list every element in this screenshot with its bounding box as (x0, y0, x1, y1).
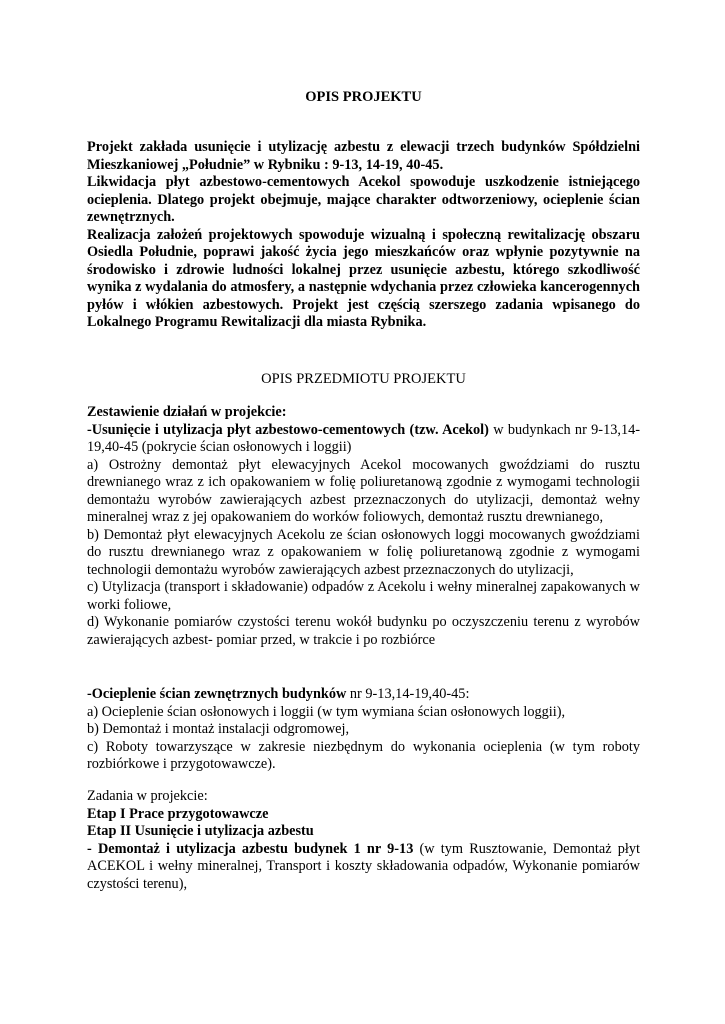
removal-item-b: b) Demontaż płyt elewacyjnych Acekolu ze ścian osłonowych loggi mocowanych gwoździami do rusztu drewnianego wraz z opakowaniem w folię poliuretanową zgodnie z wymogami technologii demontażu wyrobów zawierających azbest przeznaczonych do utylizacji, (87, 526, 640, 578)
tasks-heading: Zadania w projekcie: (87, 788, 208, 804)
removal-item-c: c) Utylizacja (transport i składowanie) odpadów z Acekolu i wełny mineralnej zapakowanych w worki foliowe, (87, 579, 640, 613)
intro-paragraph-2: Likwidacja płyt azbestowo-cementowych Acekol spowoduje uszkodzenie istniejącego ocieplenia. Dlatego projekt obejmuje, mające charakter odtworzeniowy, ocieplenie ścian zewnętrznych. (87, 174, 640, 225)
removal-item-a: a) Ostrożny demontaż płyt elewacyjnych Acekol mocowanych gwoździami do rusztu drewnianego wraz z ich opakowaniem w folię poliuretanową zgodnie z wymogami technologii demontażu wyrobów zawierających azbest przeznaczonych do utylizacji, demontaż wełny mineralnej wraz z jej opakowaniem do worków foliowych, demontaż rusztu drewnianego, (87, 456, 640, 525)
stage-2-heading: Etap II Usunięcie i utylizacja azbestu (87, 823, 314, 839)
subject-title: OPIS PRZEDMIOTU PROJEKTU (261, 371, 466, 387)
actions-section (87, 404, 640, 649)
stage-1-heading: Etap I Prace przygotowawcze (87, 805, 269, 822)
intro-section (87, 139, 640, 332)
removal-lead (87, 422, 640, 457)
intro-paragraph-1: Projekt zakłada usunięcie i utylizację azbestu z elewacji trzech budynków Spółdzielni Mieszkaniowej „Południe” w Rybniku : 9-13, 14-19, 40-45. (87, 139, 640, 173)
removal-lead-bold: -Usunięcie i utylizacja płyt azbestowo-cementowych (tzw. Acekol) (87, 421, 489, 438)
task-item-1-bold: - Demontaż i utylizacja azbestu budynek 1 nr 9-13 (87, 840, 414, 857)
intro-paragraph-3: Realizacja założeń projektowych spowoduje wizualną i społeczną rewitalizację obszaru Osiedla Południe, poprawi jakość życia jego mieszkańców oraz wpłynie pozytywnie na środowisko i zdrowie ludności lokalnej przez usunięcie azbestu, którego szkodliwość wynika z wydalania do atmosfery, a następnie wdychania przez człowieka kancerogennych pyłów i włókien azbestowych. Projekt jest częścią szerszego zadania wpisanego do Lokalnego Programu Rewitalizacji dla miasta Rybnika. (87, 226, 640, 330)
insulation-item-c: c) Roboty towarzyszące w zakresie niezbędnym do wykonania ocieplenia (w tym roboty rozbiórkowe i przygotowawcze). (87, 738, 640, 772)
insulation-lead (87, 686, 640, 704)
insulation-section (87, 686, 640, 774)
insulation-lead-bold: -Ocieplenie ścian zewnętrznych budynków (87, 686, 347, 702)
tasks-section (87, 788, 640, 893)
insulation-lead-rest: nr 9-13,14-19,40-45: (346, 686, 470, 702)
removal-lead-rest: w budynkach nr 9-13,14-19,40-45 (pokrycie ścian osłonowych i loggii) (87, 421, 640, 455)
insulation-item-a: a) Ocieplenie ścian osłonowych i loggii (w tym wymiana ścian osłonowych loggii), (87, 703, 566, 720)
actions-heading: Zestawienie działań w projekcie: (87, 404, 287, 420)
insulation-item-b: b) Demontaż i montaż instalacji odgromowej, (87, 721, 350, 737)
task-item-1-rest: (w tym Rusztowanie, Demontaż płyt ACEKOL i wełny mineralnej, Transport i koszty składowania odpadów, Wykonanie pomiarów czystości terenu), (87, 840, 640, 892)
removal-item-d: d) Wykonanie pomiarów czystości terenu wokół budynku po oczyszczeniu terenu z wyrobów zawierających azbest- pomiar przed, w trakcie i po rozbiórce (87, 614, 640, 648)
document-title: OPIS PROJEKTU (305, 89, 422, 105)
task-item-1 (87, 841, 640, 894)
